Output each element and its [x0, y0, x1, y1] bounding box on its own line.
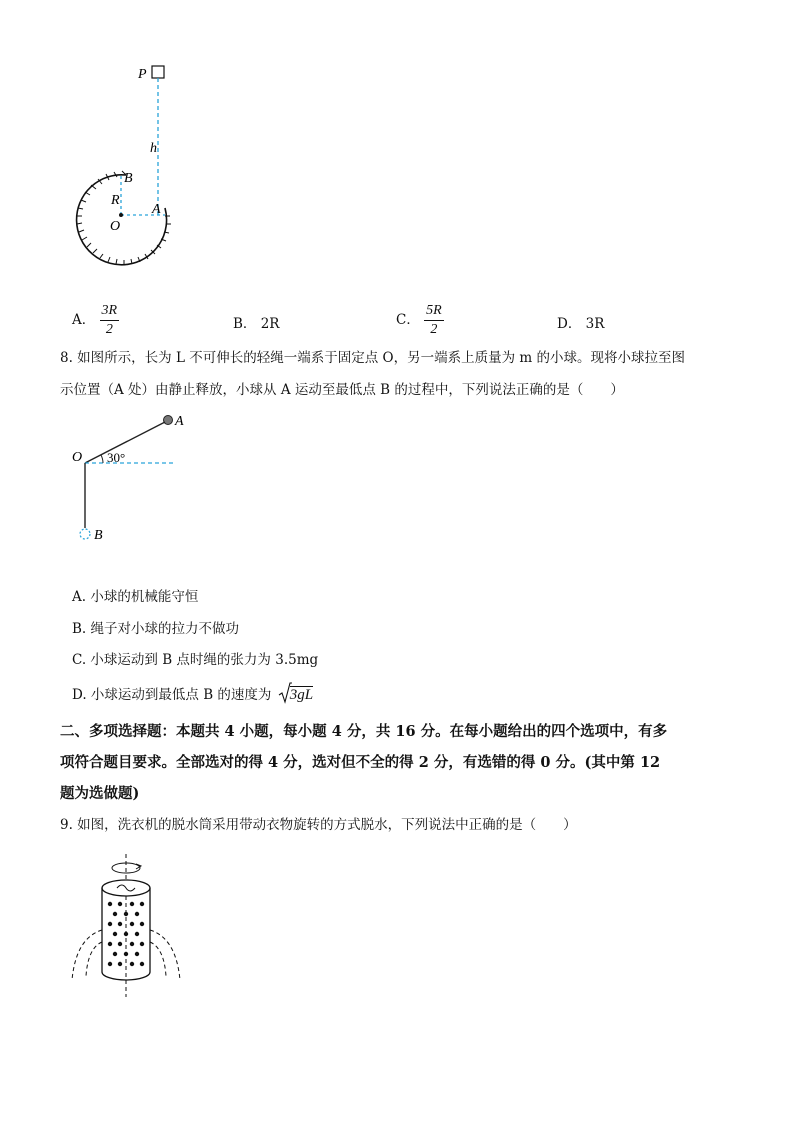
sqrt-sign	[278, 681, 292, 705]
option-a-fraction	[100, 302, 120, 339]
q8-stem-line1: 8. 如图所示，长为 L 不可伸长的轻绳一端系于固定点 O，另一端系上质量为 m 的小球。现将小球拉至图	[60, 350, 685, 366]
water-path-right-outer	[150, 930, 180, 980]
label-o: O	[72, 450, 83, 465]
center-o-dot	[119, 213, 123, 217]
label-b: B	[124, 171, 133, 186]
q8-option-b: B. 绳子对小球的拉力不做功	[72, 621, 240, 637]
q8-option-a: A. 小球的机械能守恒	[72, 589, 199, 605]
q8-stem-line2: 示位置（A 处）由静止释放，小球从 A 运动至最低点 B 的过程中，下列说法正确的是（ ）	[60, 382, 624, 398]
q8-figure	[66, 408, 196, 548]
label-b: B	[94, 528, 103, 543]
label-h: h	[150, 141, 157, 156]
q9-figure	[66, 852, 191, 1000]
option-c-fraction	[424, 302, 444, 339]
label-a: A	[175, 414, 184, 429]
q8-option-d	[72, 685, 313, 705]
option-b-label: B．	[233, 316, 257, 332]
angle-arc	[101, 455, 103, 463]
water-path-left-outer	[72, 930, 102, 980]
sqrt-expression	[278, 685, 313, 705]
label-a: A	[152, 202, 161, 217]
section2-line3: 题为选做题)	[60, 785, 140, 802]
section2-line1: 二、多项选择题：本题共 4 小题，每小题 4 分，共 16 分。在每小题给出的四个选项中，有多	[60, 723, 668, 740]
label-o: O	[110, 219, 121, 234]
water-path-left-inner	[86, 942, 102, 976]
angle-label: 30°	[107, 450, 126, 465]
option-c-label: C．	[396, 312, 420, 328]
section2-instructions	[60, 716, 740, 809]
block-p	[152, 66, 164, 78]
option-d-text: D. 小球运动到最低点 B 的速度为	[72, 687, 272, 703]
q7-option-d	[557, 312, 604, 332]
sqrt-radicand: 3gL	[289, 687, 314, 703]
q7-option-c	[396, 302, 444, 339]
option-c-denominator: 2	[430, 322, 438, 337]
water-path-right-inner	[150, 942, 166, 976]
option-c-numerator: 5R	[424, 302, 444, 321]
option-a-label: A．	[72, 312, 96, 328]
label-r: R	[111, 193, 120, 208]
q9-stem: 9. 如图，洗衣机的脱水筒采用带动衣物旋转的方式脱水，下列说法中正确的是（ ）	[60, 817, 577, 833]
option-b-value: 2R	[260, 316, 280, 332]
option-a-numerator: 3R	[100, 302, 120, 321]
q7-option-b	[233, 312, 279, 332]
ball-b-dashed	[80, 529, 90, 539]
q7-figure	[60, 58, 200, 273]
section2-line2: 项符合题目要求。全部选对的得 4 分，选对但不全的得 2 分，有选错的得 0 分。(其中第 12	[60, 754, 661, 771]
option-d-label: D．	[557, 316, 582, 332]
option-a-denominator: 2	[105, 322, 113, 337]
q8-option-c: C. 小球运动到 B 点时绳的张力为 3.5mg	[72, 652, 319, 668]
ball-a	[164, 416, 173, 425]
label-p: P	[138, 67, 147, 82]
q7-option-a	[72, 302, 119, 339]
option-d-value: 3R	[585, 316, 605, 332]
